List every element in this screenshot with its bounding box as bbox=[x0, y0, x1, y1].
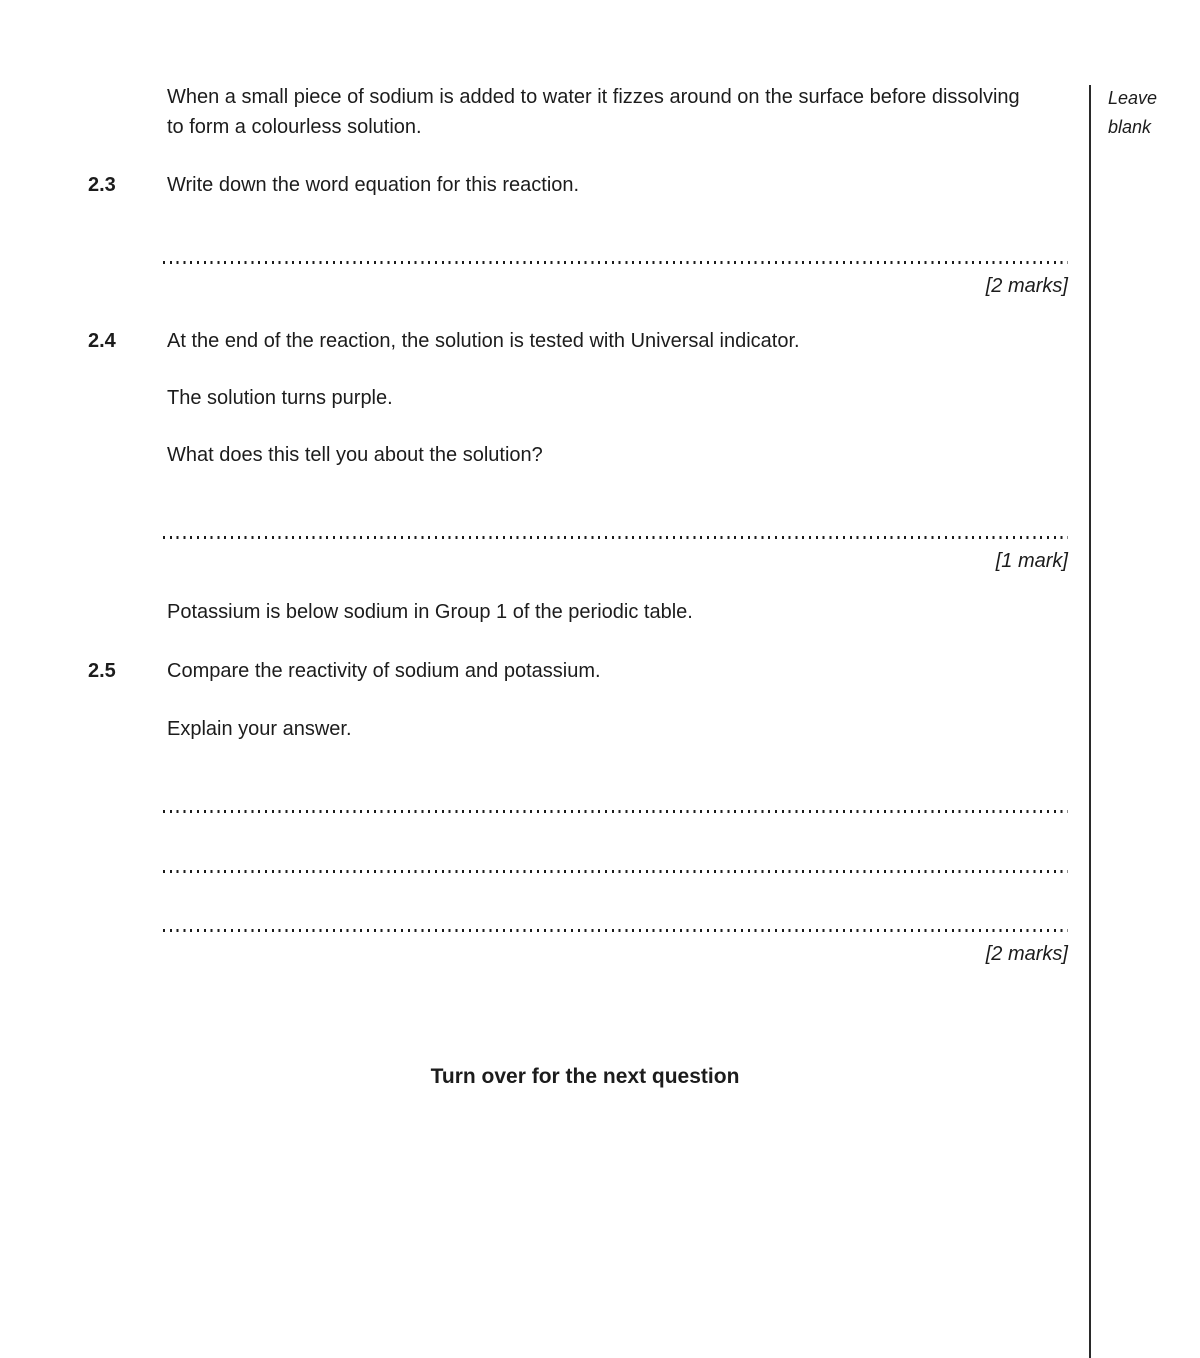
question-prompt-2-5-a: Compare the reactivity of sodium and potassium. bbox=[167, 660, 601, 682]
answer-dotted-line bbox=[163, 261, 1068, 264]
question-prompt-2-4-b: The solution turns purple. bbox=[167, 387, 393, 409]
question-lead-in-2-5: Potassium is below sodium in Group 1 of the periodic table. bbox=[167, 601, 693, 623]
leave-blank-note bbox=[1108, 84, 1157, 142]
marks-label-2-5: [2 marks] bbox=[985, 943, 1068, 965]
marks-label-2-4: [1 mark] bbox=[995, 550, 1068, 572]
leave-blank-line2: blank bbox=[1108, 117, 1152, 137]
turn-over-instruction: Turn over for the next question bbox=[430, 1065, 740, 1088]
answer-dotted-line bbox=[163, 536, 1068, 539]
question-number-2-3: 2.3 bbox=[88, 174, 116, 196]
margin-rule bbox=[1089, 85, 1091, 1358]
question-number-2-5: 2.5 bbox=[88, 660, 116, 682]
question-number-2-4: 2.4 bbox=[88, 330, 116, 352]
answer-dotted-line bbox=[163, 870, 1068, 873]
answer-dotted-line bbox=[163, 929, 1068, 932]
intro-paragraph: When a small piece of sodium is added to water it fizzes around on the surface before dissolving to form a colourless solution. bbox=[167, 86, 1020, 138]
leave-blank-line1: Leave bbox=[1108, 88, 1158, 108]
question-prompt-2-4-a: At the end of the reaction, the solution is tested with Universal indicator. bbox=[167, 330, 800, 352]
answer-dotted-line bbox=[163, 810, 1068, 813]
question-prompt-2-5-b: Explain your answer. bbox=[167, 718, 352, 740]
question-prompt-2-3: Write down the word equation for this reaction. bbox=[167, 174, 580, 196]
question-prompt-2-4-c: What does this tell you about the solution? bbox=[167, 444, 543, 466]
marks-label-2-3: [2 marks] bbox=[985, 275, 1068, 297]
